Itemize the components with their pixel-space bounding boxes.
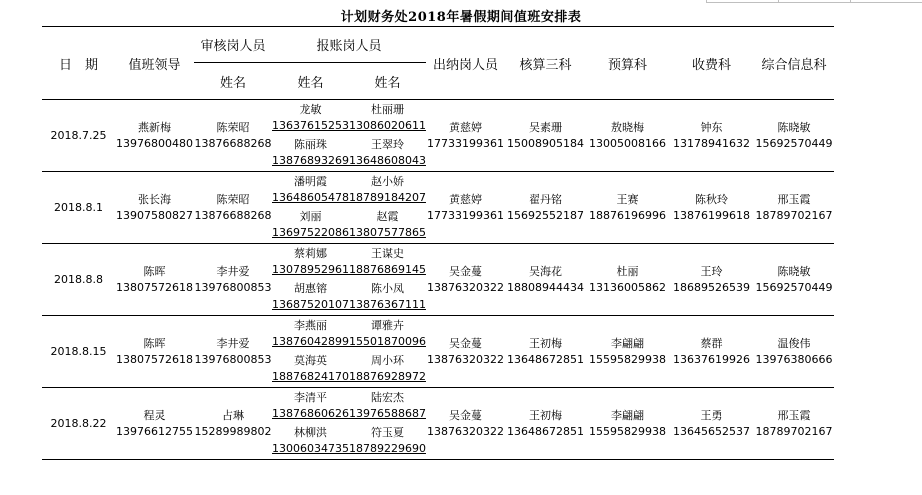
person-name: 蔡群 [700, 336, 723, 350]
header-report-sub-1: 姓名 [272, 63, 349, 100]
person-name: 李清平 [293, 390, 327, 404]
person-phone: 13637615253 [272, 118, 349, 132]
person-name: 王初梅 [528, 408, 562, 422]
person-phone: 13178941632 [672, 136, 750, 150]
person-name: 钟东 [700, 120, 723, 134]
person-phone: 13876893269 [272, 154, 349, 168]
person-phone: 13078952961 [272, 262, 349, 276]
person-phone: 13645652537 [672, 424, 750, 438]
header-report: 报账岗人员 [272, 27, 426, 63]
schedule-cell [272, 280, 349, 316]
date-cell: 2018.8.22 [42, 388, 115, 460]
schedule-cell [586, 244, 669, 316]
person-name: 莫海英 [293, 354, 327, 368]
person-phone: 18789229690 [348, 442, 426, 456]
schedule-cell [754, 316, 834, 388]
schedule-cell [349, 352, 426, 388]
schedule-cell [669, 244, 754, 316]
person-name: 邢玉霞 [777, 408, 811, 422]
person-name: 李翩翩 [610, 408, 644, 422]
header-review-sub: 姓名 [194, 63, 272, 100]
person-phone: 13876320322 [426, 280, 504, 294]
schedule-cell [754, 172, 834, 244]
schedule-cell [272, 136, 349, 172]
person-name: 陈晖 [143, 336, 166, 350]
person-phone: 13637619926 [672, 352, 750, 366]
person-name: 王谋史 [370, 246, 404, 260]
schedule-cell [669, 172, 754, 244]
person-phone: 13876199618 [672, 208, 750, 222]
schedule-cell [272, 208, 349, 244]
person-phone: 18876928972 [348, 370, 426, 384]
person-phone: 13648672851 [506, 424, 584, 438]
person-phone: 13807572618 [116, 352, 193, 366]
schedule-cell [194, 388, 272, 460]
person-name: 黄慈婷 [448, 192, 482, 206]
schedule-cell [754, 244, 834, 316]
person-phone: 13976588687 [348, 406, 426, 420]
person-name: 陈荣昭 [216, 192, 250, 206]
person-phone: 18876824170 [272, 370, 349, 384]
person-phone: 13876367111 [348, 298, 426, 312]
schedule-cell [586, 172, 669, 244]
person-phone: 15595829938 [588, 352, 666, 366]
person-phone: 13807577865 [348, 226, 426, 240]
schedule-cell [586, 316, 669, 388]
schedule-cell [505, 100, 586, 172]
schedule-cell [505, 388, 586, 460]
schedule-cell [349, 280, 426, 316]
person-name: 王勇 [700, 408, 723, 422]
person-name: 黄慈婷 [448, 120, 482, 134]
person-name: 翟丹铭 [528, 192, 562, 206]
header-report-sub-2: 姓名 [349, 63, 426, 100]
person-name: 赵小娇 [370, 174, 404, 188]
header-fee: 收费科 [669, 27, 754, 100]
person-name: 吴金蔓 [448, 264, 482, 278]
schedule-cell [115, 316, 194, 388]
top-cell-border [706, 0, 922, 3]
person-name: 杜丽 [616, 264, 639, 278]
person-name: 吴金蔓 [448, 408, 482, 422]
schedule-cell [115, 100, 194, 172]
person-phone: 13976800853 [194, 352, 272, 366]
person-phone: 13876688268 [194, 136, 272, 150]
person-phone: 15692570449 [755, 280, 833, 294]
date-cell: 2018.8.1 [42, 172, 115, 244]
person-name: 陈荣昭 [216, 120, 250, 134]
person-phone: 18876196996 [588, 208, 666, 222]
person-phone: 18808944434 [506, 280, 584, 294]
person-phone: 15289989802 [194, 424, 272, 438]
schedule-cell [349, 424, 426, 460]
person-phone: 13976800853 [194, 280, 272, 294]
person-name: 陈晖 [143, 264, 166, 278]
schedule-cell [272, 172, 349, 208]
date-cell: 2018.8.8 [42, 244, 115, 316]
person-name: 邢玉霞 [777, 192, 811, 206]
schedule-cell [754, 100, 834, 172]
person-phone: 13907580827 [116, 208, 193, 222]
schedule-cell [349, 136, 426, 172]
person-name: 吴海花 [528, 264, 562, 278]
person-name: 李翩翩 [610, 336, 644, 350]
person-name: 陈晓敏 [777, 264, 811, 278]
person-phone: 15501870096 [348, 334, 426, 348]
schedule-cell [194, 172, 272, 244]
schedule-cell [115, 388, 194, 460]
header-leader: 值班领导 [115, 27, 194, 100]
person-name: 谭雅卉 [370, 318, 404, 332]
schedule-cell [272, 100, 349, 136]
schedule-cell [586, 100, 669, 172]
duty-schedule-table [42, 26, 834, 460]
person-phone: 13086020611 [348, 118, 426, 132]
header-cashier: 出纳岗人员 [426, 27, 505, 100]
schedule-cell [272, 424, 349, 460]
schedule-cell [349, 172, 426, 208]
person-phone: 13136005862 [588, 280, 666, 294]
person-name: 符玉夏 [370, 426, 404, 440]
schedule-cell [194, 244, 272, 316]
person-phone: 13648608043 [348, 154, 426, 168]
person-phone: 17733199361 [426, 208, 504, 222]
schedule-cell [669, 100, 754, 172]
header-date: 日 期 [42, 27, 115, 100]
person-name: 龙敏 [299, 102, 322, 116]
schedule-cell [505, 244, 586, 316]
schedule-cell [349, 100, 426, 136]
person-phone: 13876320322 [426, 424, 504, 438]
person-phone: 13006034735 [272, 442, 349, 456]
header-general: 综合信息科 [754, 27, 834, 100]
person-phone: 18689526539 [672, 280, 750, 294]
schedule-cell [194, 100, 272, 172]
person-name: 陈小凤 [370, 282, 404, 296]
person-name: 程灵 [143, 408, 166, 422]
person-phone: 13876688268 [194, 208, 272, 222]
person-phone: 13876320322 [426, 352, 504, 366]
schedule-cell [115, 244, 194, 316]
header-budget: 预算科 [586, 27, 669, 100]
person-name: 王翠玲 [370, 138, 404, 152]
person-name: 李井爱 [216, 336, 250, 350]
schedule-cell [115, 172, 194, 244]
person-name: 陈秋玲 [694, 192, 728, 206]
person-name: 燕新梅 [138, 120, 171, 134]
person-name: 李燕丽 [293, 318, 327, 332]
person-name: 赵霞 [376, 210, 399, 224]
person-name: 温俊伟 [777, 336, 811, 350]
person-phone: 15008905184 [506, 136, 584, 150]
person-name: 刘丽 [299, 210, 322, 224]
person-phone: 13648672851 [506, 352, 584, 366]
schedule-cell [272, 388, 349, 424]
date-cell: 2018.8.15 [42, 316, 115, 388]
schedule-cell [754, 388, 834, 460]
schedule-cell [505, 316, 586, 388]
person-name: 敖晓梅 [610, 120, 644, 134]
schedule-cell [426, 244, 505, 316]
person-name: 潘明霞 [293, 174, 327, 188]
schedule-cell [426, 316, 505, 388]
header-review: 审核岗人员 [194, 27, 272, 63]
person-name: 周小环 [370, 354, 404, 368]
person-name: 陈晓敏 [777, 120, 811, 134]
person-name: 占琳 [222, 408, 244, 422]
person-phone: 18789702167 [755, 208, 833, 222]
schedule-cell [349, 388, 426, 424]
person-phone: 13807572618 [116, 280, 193, 294]
schedule-cell [349, 316, 426, 352]
person-phone: 13976380666 [755, 352, 833, 366]
person-phone: 15692552187 [506, 208, 584, 222]
person-name: 张长海 [138, 192, 171, 206]
person-phone: 13976800480 [116, 136, 193, 150]
person-phone: 13876860626 [272, 406, 349, 420]
person-phone: 13648605478 [272, 190, 349, 204]
person-phone: 15595829938 [588, 424, 666, 438]
schedule-cell [426, 172, 505, 244]
date-cell: 2018.7.25 [42, 100, 115, 172]
person-name: 王玲 [700, 264, 723, 278]
schedule-cell [505, 172, 586, 244]
person-name: 李井爱 [216, 264, 250, 278]
document-title: 计划财务处2018年暑假期间值班安排表 [340, 10, 582, 25]
person-phone: 13687520107 [272, 298, 349, 312]
schedule-cell [272, 316, 349, 352]
schedule-cell [349, 208, 426, 244]
person-name: 王赛 [616, 192, 639, 206]
person-phone: 18789702167 [755, 424, 833, 438]
person-name: 王初梅 [528, 336, 562, 350]
schedule-cell [426, 388, 505, 460]
person-name: 蔡莉娜 [293, 246, 327, 260]
schedule-cell [426, 100, 505, 172]
person-phone: 18789184207 [348, 190, 426, 204]
person-phone: 13976612755 [116, 424, 193, 438]
schedule-cell [194, 316, 272, 388]
person-phone: 13005008166 [588, 136, 666, 150]
schedule-cell [669, 316, 754, 388]
person-name: 胡惠镕 [293, 282, 327, 296]
person-phone: 13876042899 [272, 334, 349, 348]
person-phone: 18876869145 [348, 262, 426, 276]
person-phone: 15692570449 [755, 136, 833, 150]
schedule-cell [272, 244, 349, 280]
header-audit3: 核算三科 [505, 27, 586, 100]
person-name: 陆宏杰 [370, 390, 404, 404]
schedule-cell [669, 388, 754, 460]
person-name: 吴金蔓 [448, 336, 482, 350]
person-name: 陈丽珠 [293, 138, 327, 152]
person-name: 吴素珊 [528, 120, 562, 134]
person-name: 杜丽珊 [370, 102, 404, 116]
schedule-cell [272, 352, 349, 388]
schedule-cell [586, 388, 669, 460]
person-phone: 17733199361 [426, 136, 504, 150]
schedule-cell [349, 244, 426, 280]
person-phone: 13697522086 [272, 226, 349, 240]
person-name: 林柳洪 [293, 426, 327, 440]
